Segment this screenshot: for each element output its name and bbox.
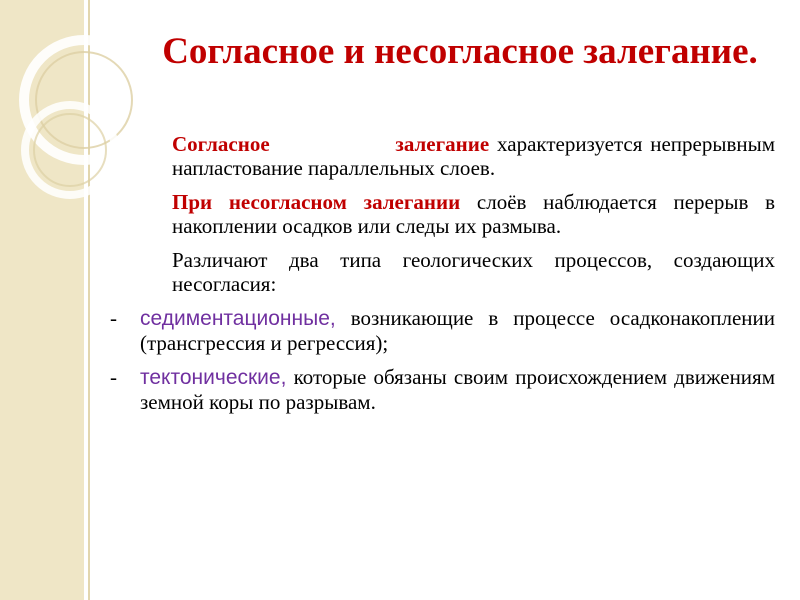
slide-body <box>110 132 776 424</box>
term-unconformity: При несогласном залегании <box>172 190 461 214</box>
list-item-sedimentary-text: возникающие в процессе осадконакоплении (трансгрессия и регрессия); <box>140 306 775 355</box>
list-item-tectonic <box>110 365 775 414</box>
list-item-sedimentary <box>110 306 775 355</box>
list-dash: - <box>110 365 117 389</box>
term-sedimentary: седиментационные, <box>140 307 336 330</box>
slide-title: Согласное и несогласное залегание. <box>162 31 758 72</box>
term-concordant: Согласное <box>172 132 270 156</box>
list-dash: - <box>110 306 117 330</box>
paragraph-unconformity <box>140 190 775 238</box>
paragraph-types-text: Различают два типа геологических процессов, создающих несогласия: <box>172 248 775 296</box>
term-tectonic: тектонические, <box>140 366 287 389</box>
list-item-tectonic-text: которые обязаны своим происхождением движениям земной коры по разрывам. <box>140 365 775 414</box>
paragraph-concordant-text: характеризуется непрерывным напластование параллельных слоев. <box>172 132 776 180</box>
paragraph-concordant <box>140 132 775 180</box>
paragraph-unconformity-text: слоёв наблюдается перерыв в накоплении осадков или следы их размыва. <box>172 190 776 238</box>
term-bedding: залегание <box>395 132 490 156</box>
paragraph-types <box>140 248 775 296</box>
